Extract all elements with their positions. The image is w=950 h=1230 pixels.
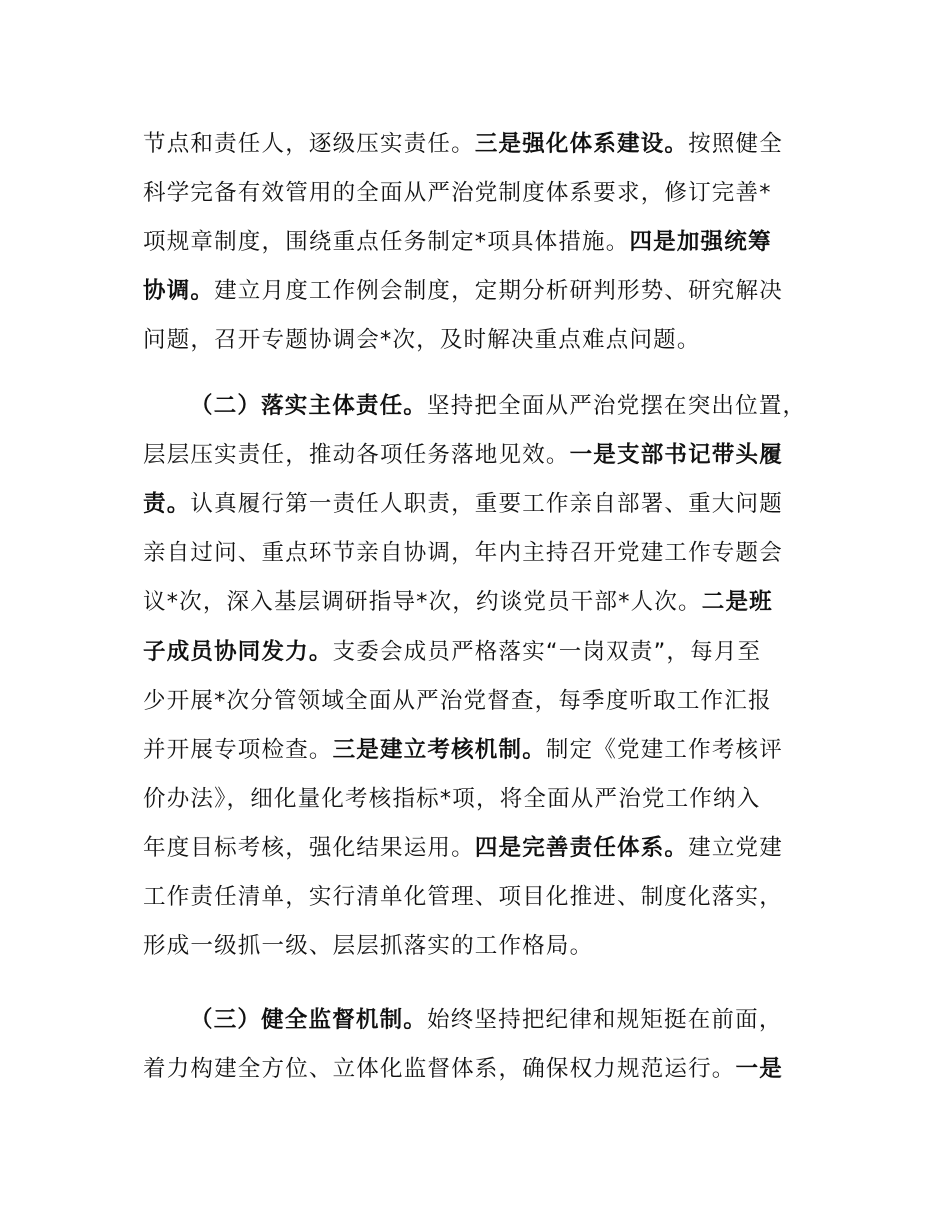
text-line: [143, 779, 760, 819]
text-line: [143, 582, 773, 622]
text-line: [143, 320, 701, 360]
text-line: [143, 828, 783, 868]
text-line: [143, 484, 783, 524]
text-run: 议*次，深入基层调研指导*次，约谈党员干部*人次。: [143, 589, 702, 615]
text-run: 坚持把全面从严治党摆在突出位置，: [427, 393, 807, 419]
text-line: [143, 1049, 783, 1089]
text-run: 始终坚持把纪律和规矩挺在前面，: [427, 1007, 783, 1033]
bold-heading-run: 四是加强统筹: [629, 229, 772, 255]
text-run: 层层压实责任，推动各项任务落地见效。: [143, 442, 570, 468]
section-heading: （三）健全监督机制。: [190, 1007, 428, 1033]
text-run: 年度目标考核，强化结果运用。: [143, 835, 475, 861]
bold-heading-run: 责。: [143, 491, 191, 517]
text-run: 着力构建全方位、立体化监督体系，确保权力规范运行。: [143, 1056, 736, 1082]
text-line: [143, 926, 593, 966]
section-heading-line: [190, 386, 806, 426]
text-line: [143, 124, 783, 164]
bold-heading-run: 子成员协同发力。: [143, 639, 333, 665]
text-line: [143, 435, 783, 475]
text-line: [143, 222, 772, 262]
text-run: 问题，召开专题协调会*次，及时解决重点难点问题。: [143, 327, 701, 353]
text-run: 少开展*次分管领域全面从严治党督查，每季度听取工作汇报: [143, 688, 772, 714]
text-run: 制定《党建工作考核评: [545, 737, 783, 763]
text-line: [143, 533, 783, 573]
bold-heading-run: 一是: [735, 1056, 783, 1082]
text-line: [143, 271, 783, 311]
text-run: 节点和责任人，逐级压实责任。: [143, 131, 475, 157]
text-run: 并开展专项检查。: [143, 737, 333, 763]
text-line: [143, 730, 783, 770]
text-line: [143, 173, 772, 213]
text-line: [143, 632, 761, 672]
bold-heading-run: 三是强化体系建设。: [474, 131, 689, 157]
text-run: 支委会成员严格落实“一岗双责”，每月至: [332, 639, 762, 665]
text-run: 建立党建: [688, 835, 783, 861]
text-run: 项规章制度，围绕重点任务制定*项具体措施。: [143, 229, 630, 255]
section-heading-line: [190, 1000, 783, 1040]
text-line: [143, 877, 783, 917]
text-run: 建立月度工作例会制度，定期分析研判形势、研究解决: [214, 278, 783, 304]
section-heading: （二）落实主体责任。: [190, 393, 428, 419]
text-run: 科学完备有效管用的全面从严治党制度体系要求，修订完善*: [143, 180, 772, 206]
bold-heading-run: 四是完善责任体系。: [474, 835, 689, 861]
text-run: 亲自过问、重点环节亲自协调，年内主持召开党建工作专题会: [143, 540, 783, 566]
text-run: 按照健全: [688, 131, 783, 157]
text-run: 认真履行第一责任人职责，重要工作亲自部署、重大问题: [190, 491, 783, 517]
bold-heading-run: 一是支部书记带头履: [569, 442, 783, 468]
text-run: 价办法》，细化量化考核指标*项，将全面从严治党工作纳入: [143, 786, 761, 812]
bold-heading-run: 协调。: [143, 278, 215, 304]
bold-heading-run: 二是班: [701, 589, 773, 615]
text-run: 工作责任清单，实行清单化管理、项目化推进、制度化落实，: [143, 884, 783, 910]
text-line: [143, 681, 772, 721]
text-run: 形成一级抓一级、层层抓落实的工作格局。: [143, 933, 594, 959]
bold-heading-run: 三是建立考核机制。: [332, 737, 546, 763]
